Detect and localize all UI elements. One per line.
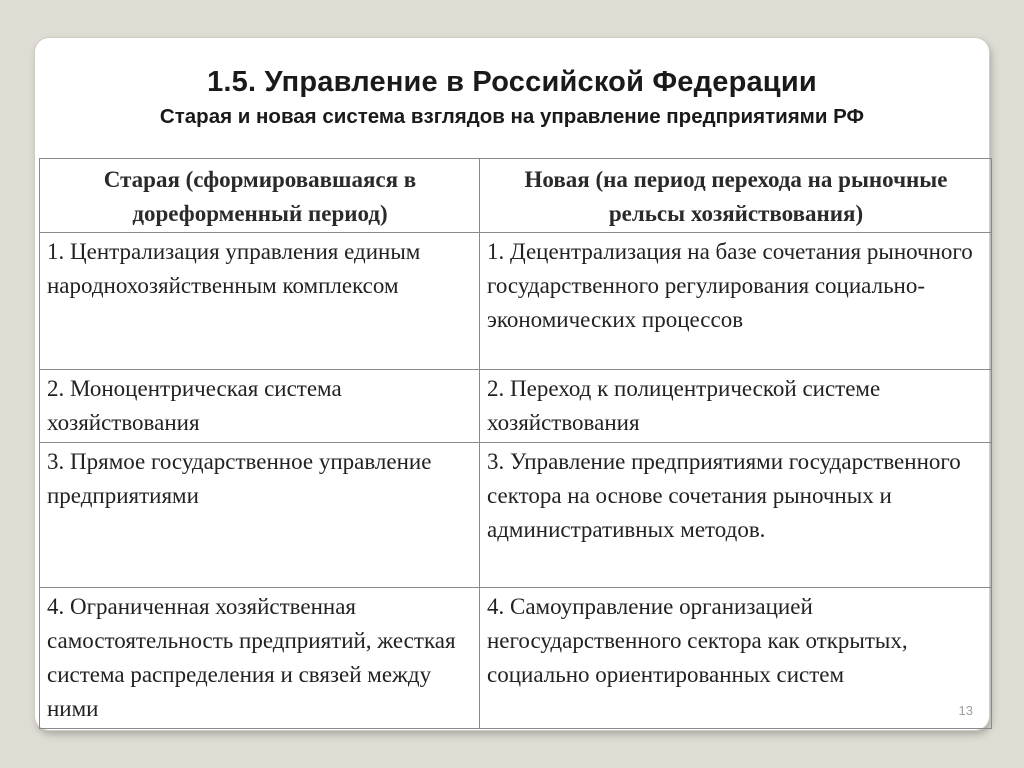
comparison-table (39, 158, 992, 729)
table-row (40, 233, 992, 370)
header-old-system: Старая (сформировавшаяся в дореформенный период) (40, 159, 480, 233)
table-header-row (40, 159, 992, 233)
slide-title: 1.5. Управление в Российской Федерации (207, 66, 817, 98)
slide (35, 38, 989, 730)
old-system-cell: 3. Прямое государственное управление предприятиями (40, 443, 480, 588)
table-row (40, 443, 992, 588)
new-system-cell: 4. Самоуправление организацией негосударственного сектора как открытых, социально ориентированных систем (480, 588, 992, 729)
page-number: 13 (958, 703, 973, 718)
slide-subtitle: Старая и новая система взглядов на управление предприятиями РФ (159, 105, 865, 128)
old-system-cell: 1. Централизация управления единым народнохозяйственным комплексом (40, 233, 480, 370)
header-new-system: Новая (на период перехода на рыночные рельсы хозяйствования) (480, 159, 992, 233)
old-system-cell: 4. Ограниченная хозяйственная самостоятельность предприятий, жесткая система распределения и связей между ними (40, 588, 480, 729)
table-row (40, 370, 992, 443)
table-row (40, 588, 992, 729)
old-system-cell: 2. Моноцентрическая система хозяйствования (40, 370, 480, 443)
new-system-cell: 3. Управление предприятиями государственного сектора на основе сочетания рыночных и административных методов. (480, 443, 992, 588)
new-system-cell: 1. Децентрализация на базе сочетания рыночного государственного регулирования социально-экономических процессов (480, 233, 992, 370)
new-system-cell: 2. Переход к полицентрической системе хозяйствования (480, 370, 992, 443)
